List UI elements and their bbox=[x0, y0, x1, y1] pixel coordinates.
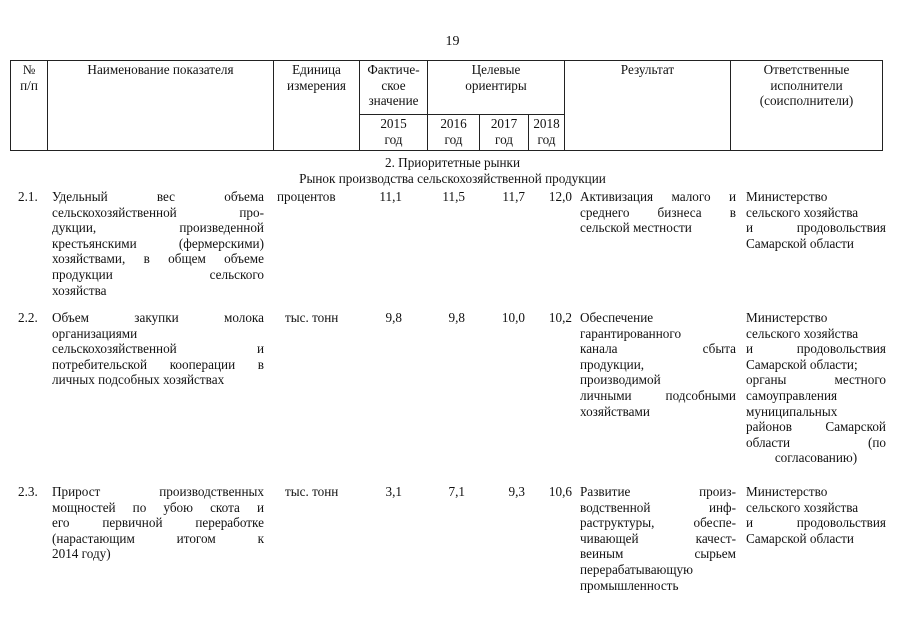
header-year-2015: 2015 год bbox=[360, 115, 428, 151]
row-2-3-result: Развитие произ- водственной инф- раструктуры, обеспе- чивающей качест- веиным сырьем перерабатывающую промышленность bbox=[580, 484, 736, 593]
row-2-2-executors: Министерство сельского хозяйства и продовольствия Самарской области; органы местного самоуправления муниципальных районов Самарской области (по согласованию) bbox=[746, 310, 886, 466]
row-2-2-name: Объем закупки молока организациями сельскохозяйственной и потребительской кооперации в личных подсобных хозяйствах bbox=[52, 310, 264, 388]
page-number: 19 bbox=[445, 34, 460, 49]
row-2-1-unit: процентов bbox=[277, 189, 336, 204]
row-2-1-name: Удельный вес объема сельскохозяйственной про- дукции, произведенной крестьянскими (фермерскими) хозяйствами, в общем объеме продукции сельского хозяйства bbox=[52, 189, 264, 298]
row-2-2-value-2017: 10,0 bbox=[501, 310, 525, 325]
row-2-3-value-2015: 3,1 bbox=[385, 484, 402, 499]
header-executors: Ответственные исполнители (соисполнители) bbox=[731, 61, 883, 151]
row-2-1-result: Активизация малого и среднего бизнеса в сельской местности bbox=[580, 189, 736, 236]
row-2-2-result: Обеспечение гарантированного канала сбыта продукции, производимой личными подсобными хозяйствами bbox=[580, 310, 736, 419]
row-2-1-value-2017: 11,7 bbox=[502, 189, 525, 204]
header-name: Наименование показателя bbox=[48, 61, 274, 151]
row-2-2-num: 2.2. bbox=[18, 310, 38, 325]
header-year-2018: 2018 год bbox=[529, 115, 565, 151]
section-title: 2. Приоритетные рынки bbox=[384, 155, 521, 170]
row-2-3-value-2016: 7,1 bbox=[448, 484, 465, 499]
row-2-1-value-2016: 11,5 bbox=[442, 189, 465, 204]
row-2-3-executors: Министерство сельского хозяйства и продовольствия Самарской области bbox=[746, 484, 886, 546]
row-2-1-executors: Министерство сельского хозяйства и продовольствия Самарской области bbox=[746, 189, 886, 251]
section-subtitle: Рынок производства сельскохозяйственной продукции bbox=[299, 171, 606, 186]
header-fact: Фактиче- ское значение bbox=[360, 61, 428, 115]
row-2-3-num: 2.3. bbox=[18, 484, 38, 499]
header-year-2016: 2016 год bbox=[428, 115, 480, 151]
row-2-3-unit: тыс. тонн bbox=[285, 484, 339, 499]
row-2-3-name: Прирост производственных мощностей по убою скота и его первичной переработке (нарастающим итогом к 2014 году) bbox=[52, 484, 264, 562]
header-year-2017: 2017 год bbox=[480, 115, 529, 151]
table-header bbox=[10, 60, 883, 151]
row-2-3-value-2017: 9,3 bbox=[508, 484, 525, 499]
row-2-2-value-2015: 9,8 bbox=[385, 310, 402, 325]
row-2-1-value-2015: 11,1 bbox=[379, 189, 402, 204]
header-unit: Единица измерения bbox=[274, 61, 360, 151]
row-2-1-value-2018: 12,0 bbox=[548, 189, 572, 204]
row-2-2-value-2018: 10,2 bbox=[548, 310, 572, 325]
header-num: № п/п bbox=[11, 61, 48, 151]
row-2-1-num: 2.1. bbox=[18, 189, 38, 204]
row-2-2-value-2016: 9,8 bbox=[448, 310, 465, 325]
row-2-3-value-2018: 10,6 bbox=[548, 484, 572, 499]
header-result: Результат bbox=[565, 61, 731, 151]
row-2-2-unit: тыс. тонн bbox=[285, 310, 339, 325]
header-targets: Целевые ориентиры bbox=[428, 61, 565, 115]
